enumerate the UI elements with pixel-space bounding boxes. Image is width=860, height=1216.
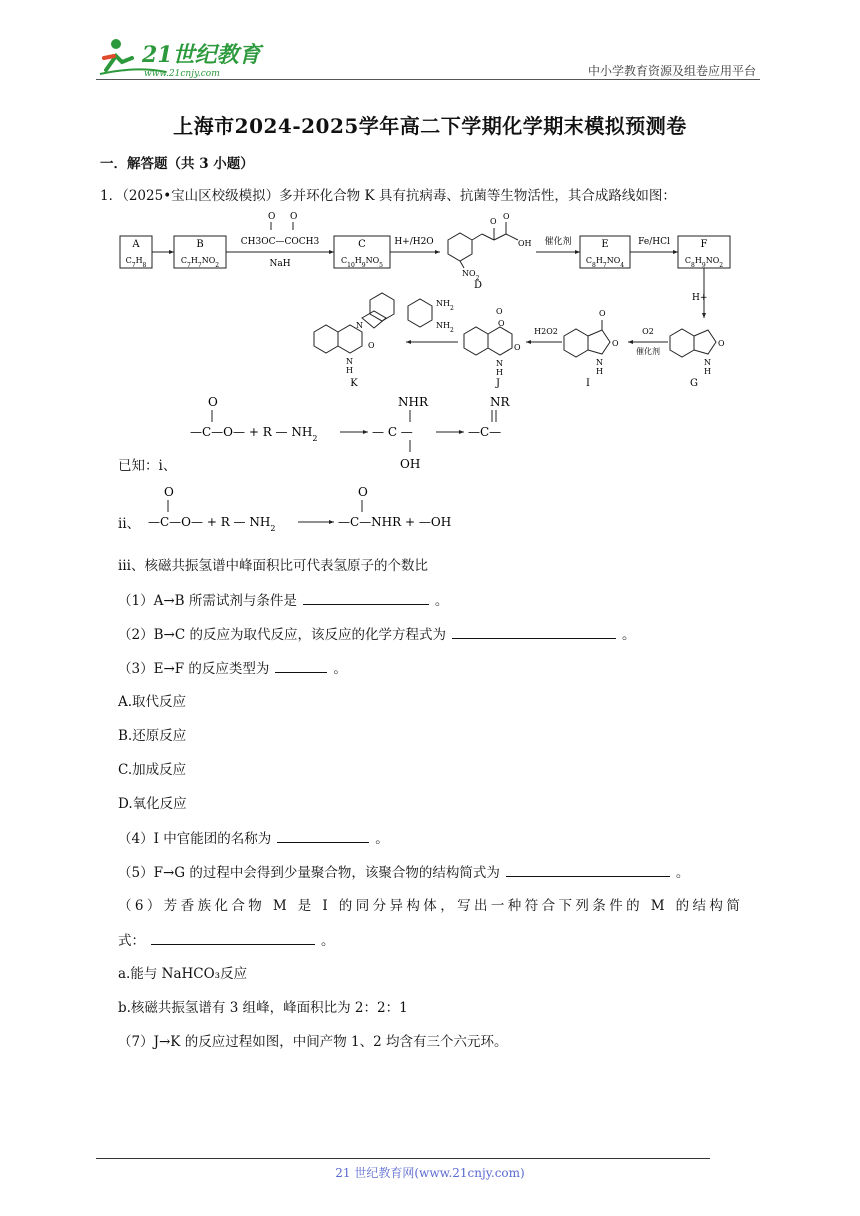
svg-text:H+/H2O: H+/H2O [394,237,434,247]
known-reaction-2 [146,482,486,534]
footer-link[interactable]: 21 世纪教育网(www.21cnjy.com) [335,1166,525,1180]
condition-b: b.核磁共振氢谱有 3 组峰，峰面积比为 2：2：1 [118,1000,408,1016]
svg-text:J: J [495,378,501,389]
answer-blank-6[interactable] [151,930,315,945]
svg-text:O: O [599,309,606,318]
svg-text:OH: OH [400,457,421,471]
answer-blank-3[interactable] [275,658,327,673]
svg-text:N: N [596,358,603,367]
answer-blank-4[interactable] [277,828,369,843]
question-part-3: （3）E→F 的反应类型为 。 [118,658,347,679]
svg-text:N: N [496,359,503,368]
o-phenylenediamine-structure [408,299,432,327]
question-part-6-line2: 式： 。 [118,930,335,951]
svg-text:O: O [268,212,276,222]
svg-text:—C—: —C— [468,425,502,439]
svg-text:N: N [356,321,363,330]
page-title: 上海市2024-2025学年高二下学期化学期末模拟预测卷 [173,114,687,138]
svg-text:O: O [612,339,619,348]
known-label: 已知：ⅰ、 [118,458,177,474]
option-d[interactable]: D.氧化反应 [118,796,187,812]
svg-text:O: O [496,307,503,316]
option-c[interactable]: C.加成反应 [118,762,187,778]
svg-text:I: I [586,378,590,389]
site-logo [96,36,266,80]
svg-text:NH2: $NH_2$ [436,321,454,334]
svg-text:O: O [358,485,368,499]
question-part-1: （1）A→B 所需试剂与条件是 。 [118,590,448,611]
svg-text:催化剂: 催化剂 [544,237,572,247]
svg-text:NR: NR [490,395,510,409]
question-part-5: （5）F→G 的过程中会得到少量聚合物，该聚合物的结构简式为 。 [118,862,689,883]
svg-text:B: B [196,239,204,250]
question-1-stem: 1．（2025•宝山区校级模拟）多并环化合物 K 具有抗病毒、抗菌等生物活性，其合成路线如图： [100,188,676,204]
answer-blank-1[interactable] [303,590,429,605]
footer-divider [96,1158,710,1159]
compound-j-structure [464,327,512,355]
svg-text:NaH: NaH [269,259,291,269]
svg-text:C8H9NO2: $C_8H_9NO_2$ [684,256,724,269]
svg-text:O: O [368,341,375,350]
svg-text:O: O [503,212,510,221]
svg-text:N: N [704,358,711,367]
svg-text:C7H8: $C_7H_8$ [125,256,147,269]
condition-a: a.能与 NaHCO₃反应 [118,966,248,982]
svg-text:NH2: $NH_2$ [436,299,454,312]
header-platform-text: 中小学教育资源及组卷应用平台 [587,64,756,78]
svg-text:O: O [164,485,174,499]
svg-text:C7H7NO2: $C_7H_7NO_2$ [180,256,220,269]
compound-i-structure [564,320,610,357]
svg-text:Fe/HCl: Fe/HCl [638,237,670,247]
svg-text:H+: H+ [692,293,708,303]
synthesis-scheme [118,210,748,390]
svg-text:O2: O2 [642,327,654,336]
known-3: ⅲ、核磁共振氢谱中峰面积比可代表氢原子的个数比 [118,558,428,574]
compound-b-box [174,236,226,269]
option-a[interactable]: A.取代反应 [118,694,187,710]
compound-e-box [580,236,630,269]
svg-text:A: A [132,239,140,250]
known2-label: ⅱ、 [118,516,141,532]
svg-text:C: C [358,239,366,250]
svg-text:N: N [346,357,353,366]
compound-c-box [334,236,390,269]
svg-text:C8H7NO4: $C_8H_7NO_4$ [585,256,625,269]
svg-text:H: H [704,367,711,376]
compound-f-box [678,236,730,269]
svg-text:O: O [490,217,497,226]
compound-g-structure [670,329,716,357]
svg-text:—C—O— + R — NH2: —C—O— + R — $NH_2$ [190,425,318,443]
known-reaction-1 [186,392,510,472]
option-b[interactable]: B.还原反应 [118,728,187,744]
header-divider [96,79,760,80]
svg-text:—C—NHR + —OH: —C—NHR + —OH [338,515,452,529]
section-heading: 一．解答题（共 3 小题） [100,156,254,172]
svg-text:G: G [690,378,698,389]
question-part-6-line1: （6）芳香族化合物 M 是 I 的同分异构体，写出一种符合下列条件的 M 的结构简 [118,898,744,914]
svg-text:C10H9NO5: $C_{10}H_9NO_5$ [341,256,383,269]
question-part-2: （2）B→C 的反应为取代反应，该反应的化学方程式为 。 [118,624,635,645]
svg-text:催化剂: 催化剂 [636,347,660,356]
svg-text:O: O [514,343,521,352]
answer-blank-5[interactable] [506,862,670,877]
svg-text:— C —: — C — [372,425,413,439]
svg-text:H: H [346,366,353,375]
svg-text:O: O [208,395,218,409]
question-part-4: （4）I 中官能团的名称为 。 [118,828,389,849]
compound-d-structure [448,222,518,268]
svg-text:H: H [596,367,603,376]
svg-text:E: E [601,239,609,250]
svg-text:F: F [700,239,708,250]
compound-a-box [120,236,152,269]
svg-text:H: H [496,368,503,377]
svg-text:CH3OC—COCH3: CH3OC—COCH3 [240,237,320,247]
svg-text:O: O [498,319,505,328]
svg-text:K: K [350,378,358,389]
answer-blank-2[interactable] [452,624,616,639]
svg-text:D: D [473,280,483,291]
svg-text:OH: OH [518,239,532,248]
svg-text:—C—O— + R — NH2: —C—O— + R — $NH_2$ [148,515,276,533]
svg-text:O: O [718,339,725,348]
svg-text:NO2: $NO_2$ [462,269,480,282]
svg-text:21世纪教育: 21世纪教育 [142,42,261,68]
svg-text:O: O [290,212,298,222]
svg-text:www.21cnjy.com: www.21cnjy.com [144,69,220,79]
compound-k-structure [314,293,394,353]
question-part-7: （7）J→K 的反应过程如图，中间产物 1、2 均含有三个六元环。 [118,1034,508,1050]
svg-text:H2O2: H2O2 [534,327,558,336]
svg-text:NHR: NHR [398,395,428,409]
